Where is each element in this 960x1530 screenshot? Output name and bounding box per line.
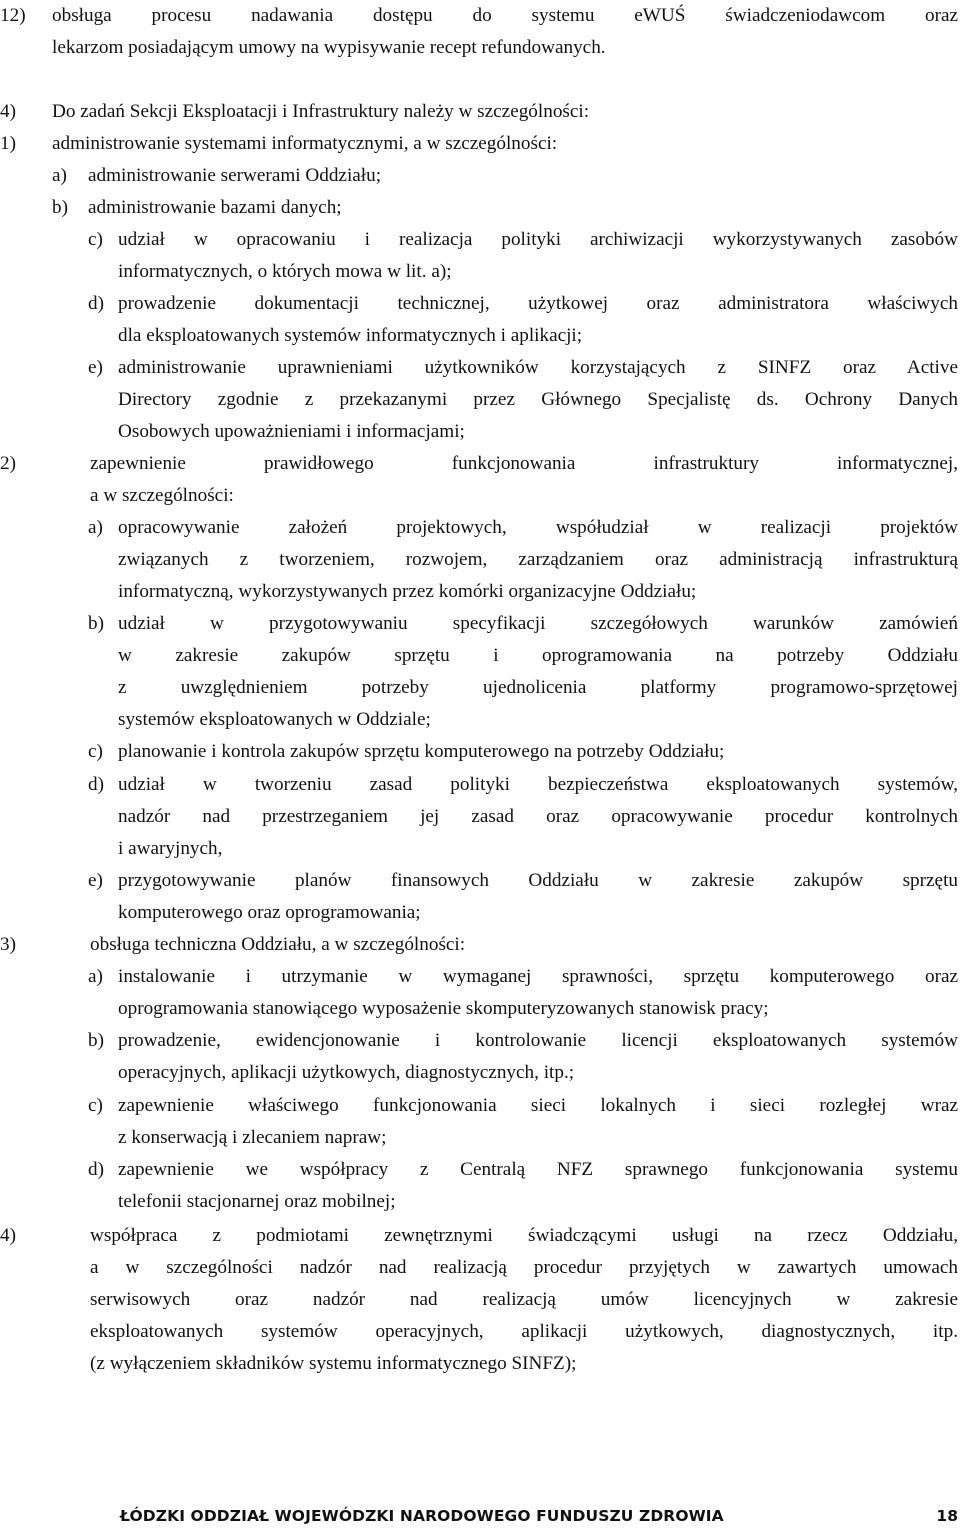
list-item-text: i awaryjnych,	[118, 838, 223, 859]
sub-item-3b-continuation	[0, 1058, 960, 1088]
sub-item-3c	[0, 1091, 960, 1121]
sub-item-2a-continuation	[0, 545, 960, 575]
sub-item-3d	[0, 1155, 960, 1185]
section-heading-text: Do zadań Sekcji Eksploatacji i Infrastruktury należy w szczególności:	[52, 101, 590, 122]
page-footer	[0, 1504, 960, 1528]
list-item-text: administrowanie uprawnieniami użytkowników korzystających z SINFZ oraz Active	[118, 357, 958, 378]
list-item-12-continuation	[0, 33, 960, 63]
list-marker: b)	[88, 613, 104, 634]
list-item-text: informatyczną, wykorzystywanych przez komórki organizacyjne Oddziału;	[118, 581, 697, 602]
list-marker: d)	[88, 293, 104, 314]
list-item-text: administrowanie bazami danych;	[88, 197, 342, 218]
list-item-text: prowadzenie, ewidencjonowanie i kontrolowanie licencji eksploatowanych systemów	[118, 1030, 958, 1051]
sub-item-2d-continuation	[0, 834, 960, 864]
list-item-text: nadzór nad przestrzeganiem jej zasad oraz opracowywanie procedur kontrolnych	[118, 806, 958, 827]
sub-item-2a	[0, 513, 960, 543]
list-item-text: w zakresie zakupów sprzętu i oprogramowania na potrzeby Oddziału	[118, 645, 958, 666]
sub-item-2b-continuation	[0, 705, 960, 735]
list-item-text: udział w tworzeniu zasad polityki bezpieczeństwa eksploatowanych systemów,	[118, 774, 958, 795]
sub-item-2c	[0, 737, 960, 767]
list-item-text: przygotowywanie planów finansowych Oddziału w zakresie zakupów sprzętu	[118, 870, 958, 891]
list-item-text: informatycznych, o których mowa w lit. a);	[118, 261, 452, 282]
list-item-1	[0, 129, 960, 159]
list-item-text: (z wyłączeniem składników systemu informatycznego SINFZ);	[90, 1353, 577, 1374]
sub-item-1c-continuation	[0, 257, 960, 287]
list-item-text: komputerowego oraz oprogramowania;	[118, 902, 421, 923]
list-item-text: Osobowych upoważnieniami i informacjami;	[118, 421, 465, 442]
list-marker: 4)	[0, 101, 16, 122]
list-item-text: serwisowych oraz nadzór nad realizacją umów licencyjnych w zakresie	[90, 1289, 958, 1310]
list-item-text: z konserwacją i zlecaniem napraw;	[118, 1127, 387, 1148]
list-marker: e)	[88, 870, 103, 891]
sub-item-1e-continuation	[0, 417, 960, 447]
sub-item-1e	[0, 353, 960, 383]
list-item-text: administrowanie systemami informatycznymi, a w szczególności:	[52, 133, 558, 154]
sub-item-1e-continuation	[0, 385, 960, 415]
list-item-text: zapewnienie we współpracy z Centralą NFZ sprawnego funkcjonowania systemu	[118, 1159, 958, 1180]
list-item-4	[0, 1221, 960, 1251]
list-marker: 1)	[0, 133, 16, 154]
list-item-text: administrowanie serwerami Oddziału;	[88, 165, 382, 186]
list-item-4-continuation	[0, 1317, 960, 1347]
sub-item-2e	[0, 866, 960, 896]
list-marker: 12)	[0, 5, 26, 26]
list-item-text: Directory zgodnie z przekazanymi przez Głównego Specjalistę ds. Ochrony Danych	[118, 389, 958, 410]
sub-item-1b	[0, 193, 960, 223]
list-marker: b)	[52, 197, 68, 218]
list-item-text: instalowanie i utrzymanie w wymaganej sprawności, sprzętu komputerowego oraz	[118, 966, 958, 987]
sub-item-2d	[0, 770, 960, 800]
list-marker: a)	[88, 966, 103, 987]
list-marker: 2)	[0, 453, 16, 474]
sub-item-2b	[0, 609, 960, 639]
list-item-text: współpraca z podmiotami zewnętrznymi świadczącymi usługi na rzecz Oddziału,	[90, 1225, 958, 1246]
list-marker: d)	[88, 774, 104, 795]
sub-item-3a-continuation	[0, 994, 960, 1024]
list-marker: e)	[88, 357, 103, 378]
list-item-text: systemów eksploatowanych w Oddziale;	[118, 709, 431, 730]
list-marker: d)	[88, 1159, 104, 1180]
list-item-text: dla eksploatowanych systemów informatycznych i aplikacji;	[118, 325, 583, 346]
list-item-text: udział w przygotowywaniu specyfikacji szczegółowych warunków zamówień	[118, 613, 958, 634]
list-item-3	[0, 930, 960, 960]
sub-item-2a-continuation	[0, 577, 960, 607]
sub-item-3a	[0, 962, 960, 992]
sub-item-3d-continuation	[0, 1187, 960, 1217]
list-marker: a)	[88, 517, 103, 538]
list-item-12	[0, 1, 960, 31]
list-item-text: planowanie i kontrola zakupów sprzętu komputerowego na potrzeby Oddziału;	[118, 741, 725, 762]
list-item-text: opracowywanie założeń projektowych, współudział w realizacji projektów	[118, 517, 958, 538]
sub-item-2d-continuation	[0, 802, 960, 832]
list-item-text: obsługa procesu nadawania dostępu do systemu eWUŚ świadczeniodawcom oraz	[52, 5, 958, 26]
list-item-text: udział w opracowaniu i realizacja polityki archiwizacji wykorzystywanych zasobów	[118, 229, 958, 250]
list-marker: 4)	[0, 1225, 16, 1246]
list-item-text: związanych z tworzeniem, rozwojem, zarządzaniem oraz administracją infrastrukturą	[118, 549, 958, 570]
list-item-text: oprogramowania stanowiącego wyposażenie skomputeryzowanych stanowisk pracy;	[118, 998, 769, 1019]
sub-item-1a	[0, 161, 960, 191]
sub-item-2b-continuation	[0, 673, 960, 703]
list-item-text: operacyjnych, aplikacji użytkowych, diagnostycznych, itp.;	[118, 1062, 575, 1083]
list-marker: b)	[88, 1030, 104, 1051]
list-item-4-continuation	[0, 1349, 960, 1379]
list-item-text: prowadzenie dokumentacji technicznej, użytkowej oraz administratora właściwych	[118, 293, 958, 314]
list-marker: c)	[88, 229, 103, 250]
list-item-4-continuation	[0, 1285, 960, 1315]
list-marker: 3)	[0, 934, 16, 955]
page-number: 18	[936, 1507, 958, 1525]
footer-title: ŁÓDZKI ODDZIAŁ WOJEWÓDZKI NARODOWEGO FUNDUSZU ZDROWIA	[120, 1507, 724, 1525]
list-marker: c)	[88, 741, 103, 762]
list-item-text: zapewnienie prawidłowego funkcjonowania infrastruktury informatycznej,	[90, 453, 958, 474]
list-item-text: z uwzględnieniem potrzeby ujednolicenia platformy programowo-sprzętowej	[118, 677, 958, 698]
sub-item-3b	[0, 1026, 960, 1056]
sub-item-1d	[0, 289, 960, 319]
list-item-4-continuation	[0, 1253, 960, 1283]
list-item-2	[0, 449, 960, 479]
list-marker: a)	[52, 165, 67, 186]
sub-item-2e-continuation	[0, 898, 960, 928]
list-item-text: zapewnienie właściwego funkcjonowania sieci lokalnych i sieci rozległej wraz	[118, 1095, 958, 1116]
list-item-text: eksploatowanych systemów operacyjnych, aplikacji użytkowych, diagnostycznych, itp.	[90, 1321, 958, 1342]
sub-item-1c	[0, 225, 960, 255]
list-item-2-continuation	[0, 481, 960, 511]
list-item-text: telefonii stacjonarnej oraz mobilnej;	[118, 1191, 396, 1212]
sub-item-2b-continuation	[0, 641, 960, 671]
list-item-text: obsługa techniczna Oddziału, a w szczególności:	[90, 934, 466, 955]
list-item-text: a w szczególności nadzór nad realizacją procedur przyjętych w zawartych umowach	[90, 1257, 958, 1278]
list-item-text: lekarzom posiadającym umowy na wypisywanie recept refundowanych.	[52, 37, 606, 58]
sub-item-1d-continuation	[0, 321, 960, 351]
list-item-text: a w szczególności:	[90, 485, 234, 506]
section-heading	[0, 97, 960, 127]
sub-item-3c-continuation	[0, 1123, 960, 1153]
list-marker: c)	[88, 1095, 103, 1116]
